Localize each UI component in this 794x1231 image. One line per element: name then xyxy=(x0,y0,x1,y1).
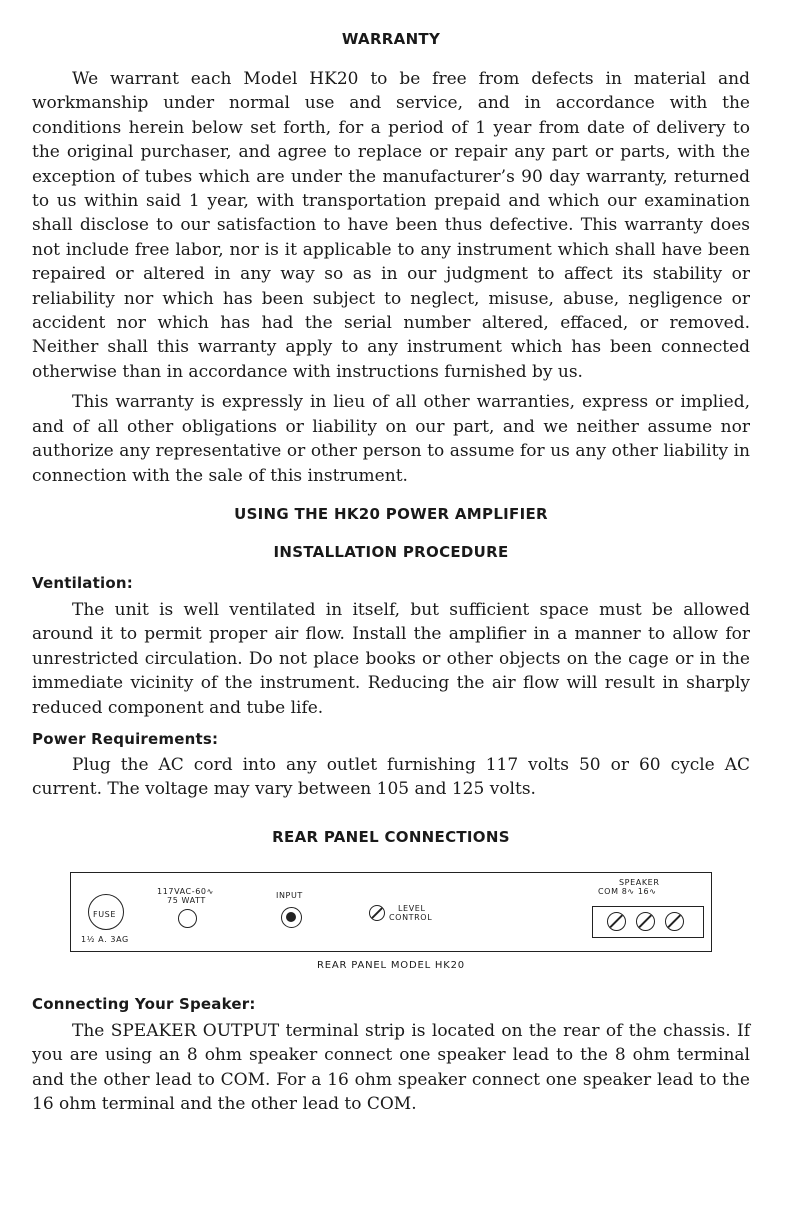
ventilation-heading: Ventilation: xyxy=(32,573,133,592)
speaker-terminal-strip xyxy=(592,906,704,938)
speaker-label: SPEAKER xyxy=(619,877,660,887)
16-ohm-terminal-icon xyxy=(665,912,684,931)
level-label: LEVEL xyxy=(398,903,426,913)
rear-panel-caption: REAR PANEL MODEL HK20 xyxy=(317,959,465,971)
input-label: INPUT xyxy=(276,890,303,900)
ac-wattage-label: 75 WATT xyxy=(167,895,206,905)
rear-panel-title: REAR PANEL CONNECTIONS xyxy=(272,827,510,846)
rear-panel-diagram xyxy=(32,872,750,984)
input-jack-icon xyxy=(281,907,302,928)
using-title: USING THE HK20 POWER AMPLIFIER xyxy=(234,504,548,523)
document-page xyxy=(32,0,750,1116)
ventilation-paragraph: The unit is well ventilated in itself, but sufficient space must be allowed around it to permit proper air flow. Install the amplifier in a manner to allow for unrestricted circulation. Do not place books or other objects on the cage or in the immediate vicinity of the instrument. Reducing the air flow will result in sharply reduced component and tube life. xyxy=(32,599,750,718)
8-ohm-terminal-icon xyxy=(636,912,655,931)
power-heading: Power Requirements: xyxy=(32,729,219,748)
warranty-paragraph-2: This warranty is expressly in lieu of all other warranties, express or implied, and of all other obligations or liability on our part, and we neither assume nor authorize any representative or other person to assume for us any other liability in connection with the sale of this instrument. xyxy=(32,392,750,486)
control-label: CONTROL xyxy=(389,912,433,922)
fuse-rating-label: 1½ A. 3AG xyxy=(81,934,129,944)
speaker-heading: Connecting Your Speaker: xyxy=(32,994,256,1013)
installation-title: INSTALLATION PROCEDURE xyxy=(273,542,509,561)
ac-outlet-icon xyxy=(178,909,197,928)
speaker-paragraph: The SPEAKER OUTPUT terminal strip is located on the rear of the chassis. If you are using an 8 ohm speaker connect one speaker lead to the 8 ohm terminal and the other lead to COM. For a 16 ohm speaker connect one speaker lead to the 16 ohm terminal and the other lead to COM. xyxy=(32,1020,750,1114)
rear-panel-outline xyxy=(70,872,712,952)
level-control-icon xyxy=(369,905,385,921)
com-terminal-icon xyxy=(607,912,626,931)
fuse-label: FUSE xyxy=(93,909,116,919)
warranty-title: WARRANTY xyxy=(341,30,441,48)
speaker-terminals-label: COM 8∿ 16∿ xyxy=(598,886,657,896)
warranty-paragraph-1: We warrant each Model HK20 to be free from defects in material and workmanship under normal use and service, and in accordance with the conditions herein below set forth, for a period of 1 year from date of delivery to the original purchaser, and agree to replace or repair any part or parts, with the exception of tubes which are under the manufacturer’s 90 day warranty, returned to us within said 1 year, with transportation prepaid and which our examination shall disclose to our satisfaction to have been thus defective. This warranty does not include free labor, nor is it applicable to any instrument which shall have been repaired or altered in any way so as in our judgment to affect its stability or reliability nor which has been subject to neglect, misuse, abuse, negligence or accident nor which has had the serial number altered, effaced, or removed. Neither shall this warranty apply to any instrument which has been connected otherwise than in accordance with instructions furnished by us. xyxy=(32,69,750,382)
power-paragraph: Plug the AC cord into any outlet furnishing 117 volts 50 or 60 cycle AC current. The voltage may vary between 105 and 125 volts. xyxy=(32,754,750,800)
ac-voltage-label: 117VAC-60∿ xyxy=(157,886,214,896)
